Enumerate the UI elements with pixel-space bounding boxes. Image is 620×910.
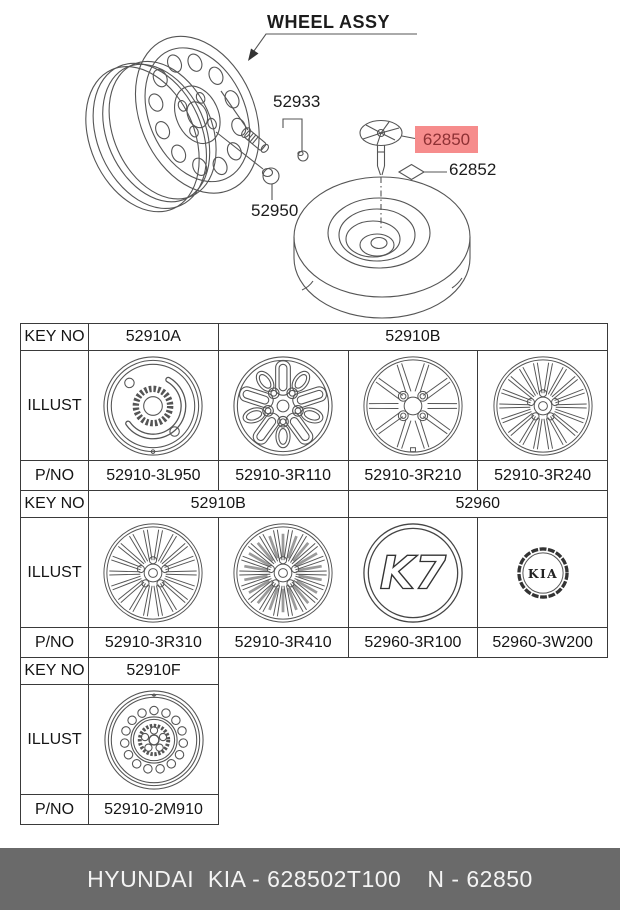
illust-cell [348, 351, 478, 461]
k7-logo-cap-icon [350, 520, 476, 626]
illust-cell [89, 685, 219, 795]
row-header-illust: ILLUST [21, 685, 89, 795]
pno-value: 52910-3R110 [218, 461, 348, 491]
illust-cell [218, 518, 348, 628]
valve-cap-drawing [298, 151, 308, 161]
pno-value: 52910-3L950 [89, 461, 219, 491]
pno-value: 52910-2M910 [89, 795, 219, 825]
pno-value: 52910-3R410 [218, 628, 348, 658]
alloy-multi-spoke-wheel-icon [90, 520, 216, 626]
key-no-value: 52910B [89, 491, 349, 518]
ornament-diamond-drawing [399, 165, 447, 180]
pno-value: 52910-3R240 [478, 461, 608, 491]
wheel-variants-table-lower [20, 657, 219, 825]
key-no-value: 52960 [348, 491, 608, 518]
alloy-multi-spoke-wheel-icon [480, 353, 606, 459]
key-no-value: 52910A [89, 324, 219, 351]
row-header-pno: P/NO [21, 628, 89, 658]
spare-tire-drawing [294, 177, 470, 318]
key-no-value: 52910F [89, 658, 219, 685]
footer-bar [0, 848, 620, 910]
illust-cell [218, 351, 348, 461]
row-header-key-no: KEY NO [21, 491, 89, 518]
alloy-multi-spoke-shaded-wheel-icon [220, 520, 346, 626]
callout-label-62850-highlighted: 62850 [415, 126, 478, 153]
illust-cell [478, 518, 608, 628]
diagram-line-art [0, 0, 620, 322]
callout-label-52950: 52950 [251, 201, 299, 220]
steel-spare-wheel-icon [91, 687, 217, 793]
callout-label-62852: 62852 [449, 160, 497, 179]
wheel-assy-leader-line [253, 34, 418, 53]
pno-value: 52960-3W200 [478, 628, 608, 658]
illust-cell [348, 518, 478, 628]
row-header-illust: ILLUST [21, 351, 89, 461]
steel-wheel-drawing [62, 17, 283, 236]
spinner-cap-drawing [360, 121, 402, 232]
leader-to-valve [221, 91, 248, 130]
row-header-key-no: KEY NO [21, 658, 89, 685]
row-header-illust: ILLUST [21, 518, 89, 628]
callout-bracket-52933 [283, 119, 302, 151]
footer-catalog-number: HYUNDAI KIA - 628502T100 [87, 865, 402, 892]
leader-to-highlight [402, 136, 415, 139]
pno-value: 52960-3R100 [348, 628, 478, 658]
arrowhead-icon [248, 49, 259, 62]
alloy-5-spoke-wheel-icon [220, 353, 346, 459]
hub-bolt-drawing [263, 168, 280, 200]
exploded-diagram [0, 0, 620, 322]
callout-label-52933: 52933 [273, 92, 321, 111]
pno-value: 52910-3R210 [348, 461, 478, 491]
leader-to-bolt [216, 132, 263, 169]
wheel-assy-label: WHEEL ASSY [267, 12, 391, 32]
row-header-pno: P/NO [21, 461, 89, 491]
wheel-variants-table-upper [20, 323, 608, 658]
valve-stem-drawing [240, 126, 271, 154]
steel-wheel-face-icon [90, 353, 216, 459]
illust-cell [89, 351, 219, 461]
footer-part-number: N - 62850 [427, 865, 533, 892]
pno-value: 52910-3R310 [89, 628, 219, 658]
alloy-v-spoke-wheel-icon [350, 353, 476, 459]
row-header-key-no: KEY NO [21, 324, 89, 351]
row-header-pno: P/NO [21, 795, 89, 825]
key-no-value: 52910B [218, 324, 607, 351]
kia-logo-cap-icon [480, 520, 606, 626]
illust-cell [89, 518, 219, 628]
illust-cell [478, 351, 608, 461]
